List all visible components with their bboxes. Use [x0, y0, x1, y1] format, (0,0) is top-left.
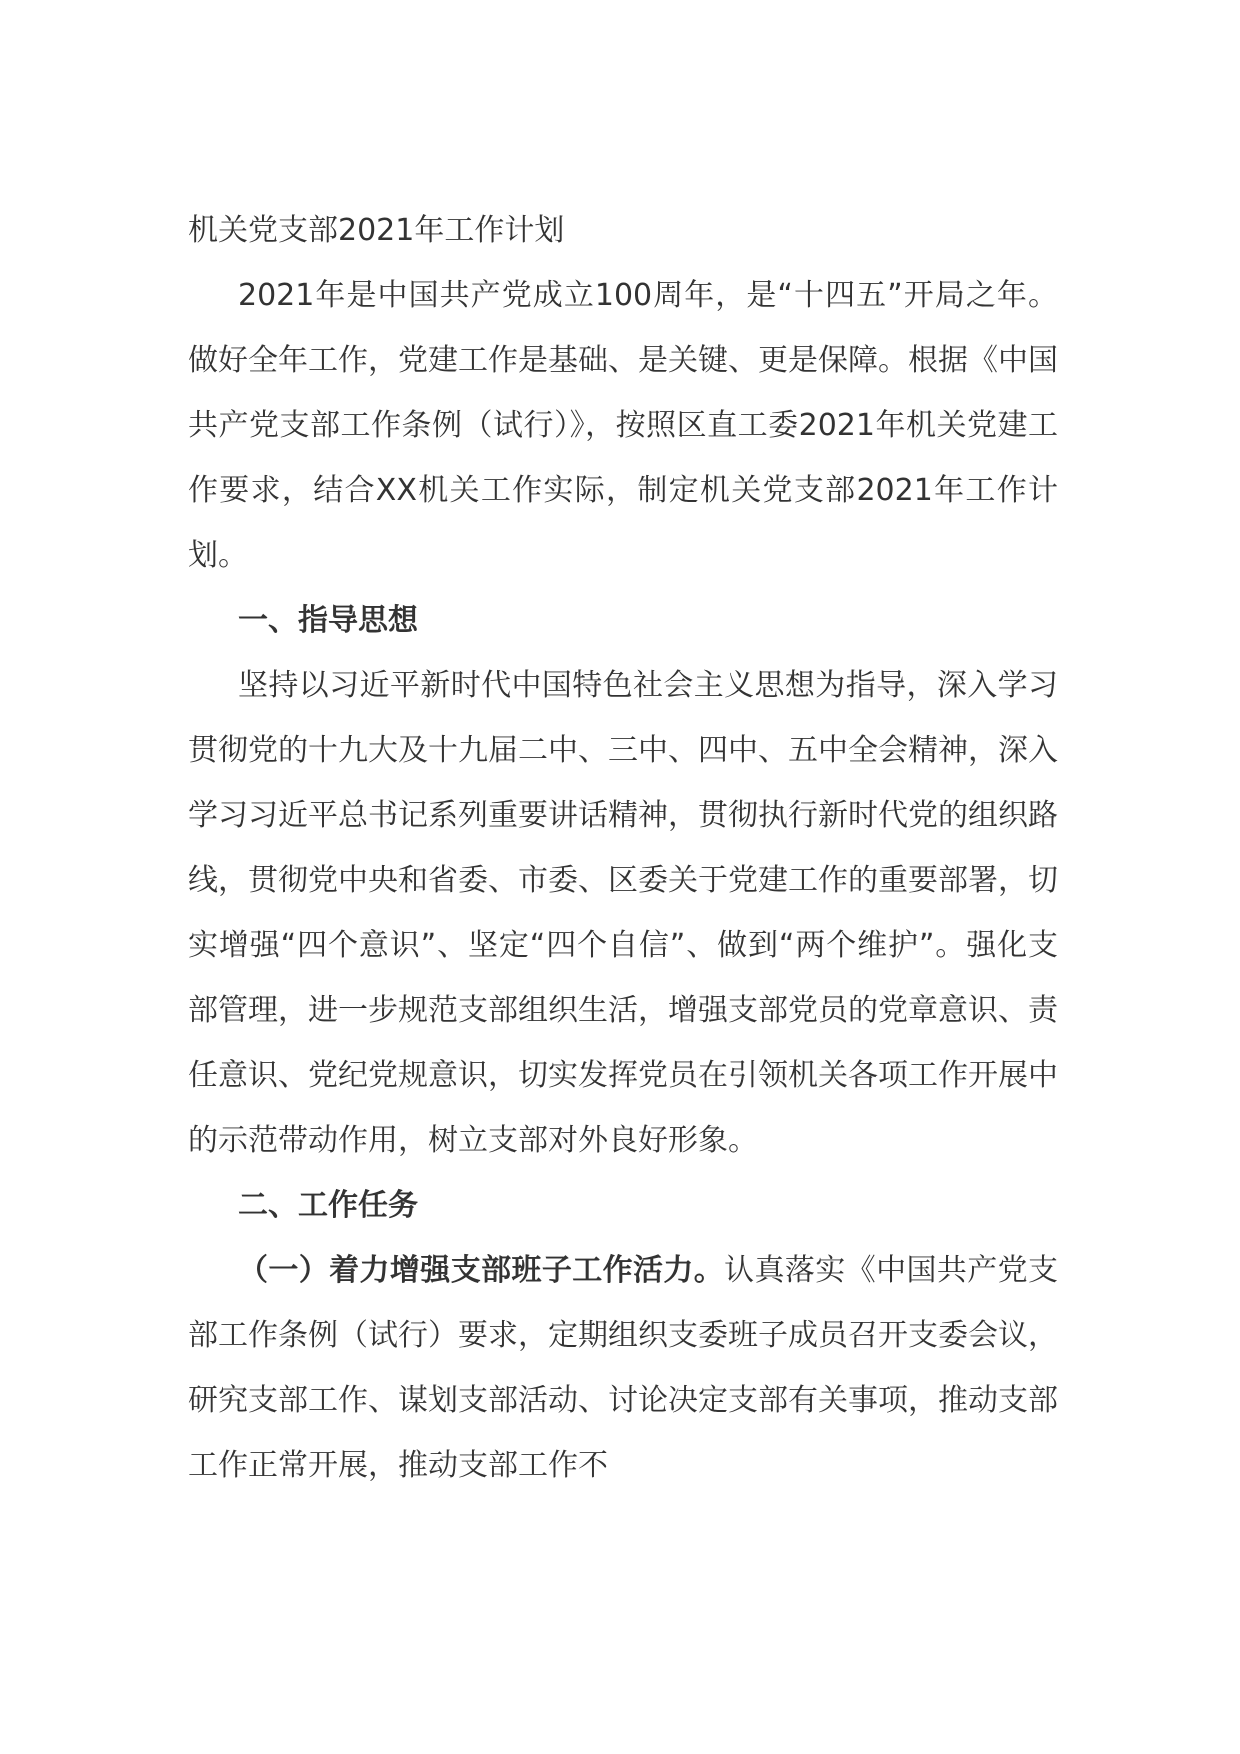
work-task-item-1-lead: （一）着力增强支部班子工作活力。 — [238, 1253, 725, 1288]
section-heading-guiding-ideology: 一、指导思想 — [238, 603, 418, 638]
section-heading-work-tasks: 二、工作任务 — [238, 1188, 418, 1223]
document-body — [188, 198, 1058, 1498]
document-title: 机关党支部2021年工作计划 — [188, 213, 565, 248]
work-task-item-1-body: 认真落实《中国共产党支部工作条例（试行）要求，定期组织支委班子成员召开支委会议，研究支部工作、谋划支部活动、讨论决定支部有关事项，推动支部工作正常开展，推动支部工作不 — [188, 1253, 1059, 1483]
intro-paragraph: 2021年是中国共产党成立100周年，是“十四五”开局之年。做好全年工作，党建工作是基础、是关键、更是保障。根据《中国共产党支部工作条例（试行）》，按照区直工委2021年机关党建工作要求，结合XX机关工作实际，制定机关党支部2021年工作计划。 — [188, 278, 1058, 573]
guiding-ideology-paragraph: 坚持以习近平新时代中国特色社会主义思想为指导，深入学习贯彻党的十九大及十九届二中、三中、四中、五中全会精神，深入学习习近平总书记系列重要讲话精神，贯彻执行新时代党的组织路线，贯彻党中央和省委、市委、区委关于党建工作的重要部署，切实增强“四个意识”、坚定“四个自信”、做到“两个维护”。强化支部管理，进一步规范支部组织生活，增强支部党员的党章意识、责任意识、党纪党规意识，切实发挥党员在引领机关各项工作开展中的示范带动作用，树立支部对外良好形象。 — [188, 668, 1058, 1158]
work-task-item-1 — [188, 1238, 1058, 1498]
